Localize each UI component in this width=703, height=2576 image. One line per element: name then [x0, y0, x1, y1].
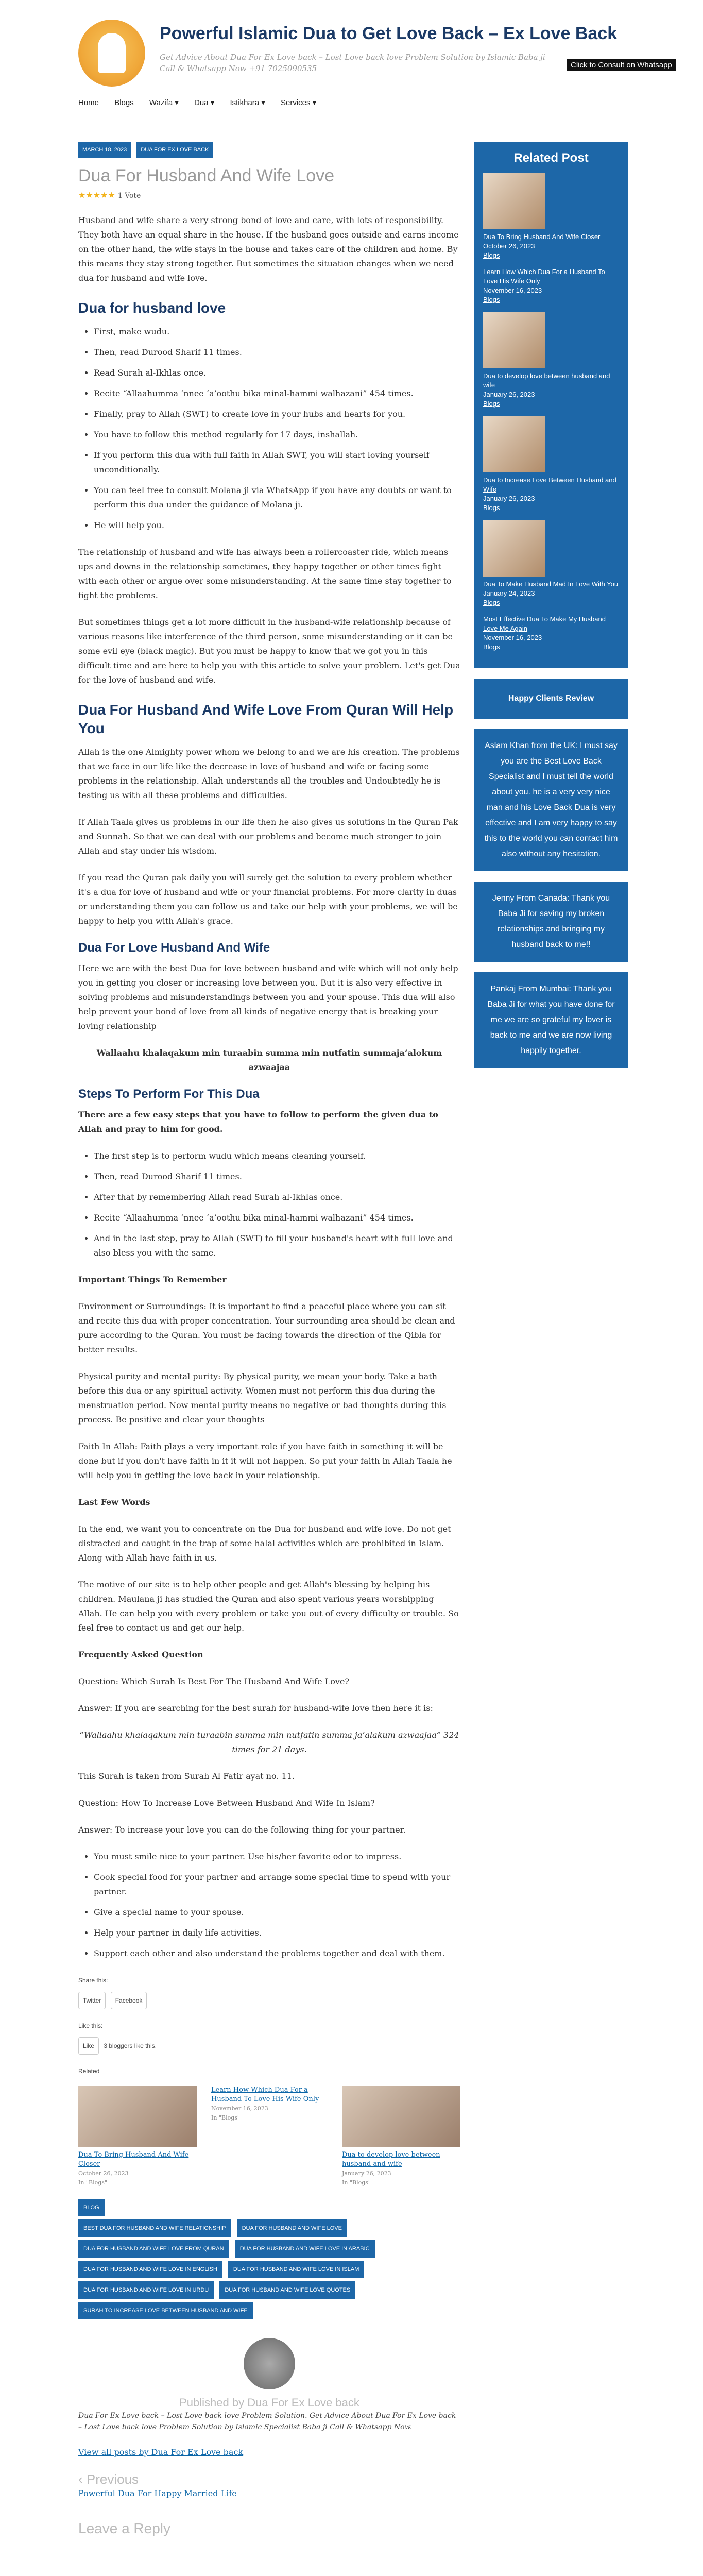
paragraph: The relationship of husband and wife has always been a rollercoaster ride, which means ups and downs in the relationship sometimes, they happy together or other times fight with each other or argue over some misunderstanding. At the same time stay together to fight the problems. — [78, 547, 452, 600]
related-thumbnail[interactable] — [342, 2086, 460, 2147]
leave-reply-heading: Leave a Reply — [78, 2520, 171, 2536]
list-item: • Then, read Durood Sharif 11 times. — [94, 345, 460, 360]
sidebar-post-category[interactable]: Blogs — [483, 599, 500, 606]
sidebar-post-date: January 24, 2023 — [483, 589, 535, 597]
paragraph: There are a few easy steps that you have to follow to perform the given dua to Allah and pray to him for good. — [78, 1110, 438, 1134]
paragraph: Physical purity and mental purity: By physical purity, we mean your body. Take a bath before this dua or any spiritual activity. Women must not perform this dua during the menstruation period. Now mental purity means no negative or bad thoughts during this process. Be positive and clear your thoughts — [78, 1371, 447, 1425]
tag-link[interactable]: DUA FOR HUSBAND AND WIFE LOVE QUOTES — [219, 2281, 355, 2299]
sidebar-post-category[interactable]: Blogs — [483, 504, 500, 512]
post-content — [78, 142, 460, 2536]
site-description: Get Advice About Dua For Ex Love back – Lost Love back love Problem Solution by Islamic Baba ji Call & Whatsapp Now +91 7025090535 — [160, 53, 545, 73]
nav-istikhara[interactable]: Istikhara ▾ — [230, 98, 265, 107]
sidebar-post-title[interactable]: Dua To Make Husband Mad In Love With You — [483, 580, 619, 588]
paragraph: Husband and wife share a very strong bond of love and care, with lots of responsibility. They both have an equal share in the house. If the husband goes outside and earns income on the other hand, the wife stays in the house and takes care of the children and home. By this means they stay strong together. But sometimes the situation changes when we need dua for husband and wife love. — [78, 215, 459, 283]
sidebar-post-date: November 16, 2023 — [483, 634, 542, 641]
list-item: • The first step is to perform wudu which means cleaning yourself. — [94, 1149, 460, 1163]
twitter-share-button[interactable]: Twitter — [78, 1992, 106, 2009]
list-item: • Help your partner in daily life activities. — [94, 1926, 460, 1940]
faq-question: Question: Which Surah Is Best For The Husband And Wife Love? — [78, 1676, 349, 1686]
previous-post-link[interactable]: Powerful Dua For Happy Married Life — [78, 2488, 237, 2498]
list-item: • Read Surah al-Ikhlas once. — [94, 366, 460, 380]
tips-list — [78, 1850, 460, 1961]
related-category: In "Blogs" — [342, 2179, 371, 2186]
list-item: • Support each other and also understand the problems together and deal with them. — [94, 1946, 460, 1961]
sidebar-post-category[interactable]: Blogs — [483, 296, 500, 303]
related-category: In "Blogs" — [211, 2114, 240, 2121]
post-date-badge[interactable]: MARCH 18, 2023 — [78, 142, 131, 158]
related-title[interactable]: Dua To Bring Husband And Wife Closer — [78, 2151, 189, 2168]
tag-link[interactable]: DUA FOR HUSBAND AND WIFE LOVE FROM QURAN — [78, 2240, 229, 2258]
list-item: • And in the last step, pray to Allah (SWT) to fill your husband's heart with full love and also bless you with the same. — [94, 1231, 460, 1260]
faq-answer: Answer: If you are searching for the best surah for husband-wife love then here it is: — [78, 1703, 433, 1713]
author-published-by: Published by Dua For Ex Love back — [179, 2396, 359, 2409]
sidebar-post-date: October 26, 2023 — [483, 242, 535, 250]
facebook-share-button[interactable]: Facebook — [111, 1992, 147, 2009]
sidebar-post[interactable] — [483, 520, 619, 607]
post-thumbnail[interactable] — [483, 520, 545, 577]
list-item: • If you perform this dua with full faith in Allah SWT, you will start loving yourself unconditionally. — [94, 448, 460, 477]
related-date: January 26, 2023 — [342, 2170, 391, 2177]
related-post-widget — [474, 142, 628, 668]
tag-link[interactable]: DUA FOR HUSBAND AND WIFE LOVE — [237, 2219, 347, 2237]
post-thumbnail[interactable] — [483, 312, 545, 368]
rating[interactable] — [78, 188, 460, 203]
sidebar-post-category[interactable]: Blogs — [483, 251, 500, 259]
related-item[interactable] — [78, 2086, 197, 2188]
paragraph: Faith In Allah: Faith plays a very important role if you have faith in something it will be done but if you don't have faith in it it will not happen. So put your faith in Allah Taala he will help you in getting the love back in your relationship. — [78, 1442, 452, 1480]
post-category-badge[interactable]: DUA FOR EX LOVE BACK — [136, 142, 213, 158]
list-item: • Recite “Allaahumma ‘nnee ‘a’oothu bika minal-hammi walhazani” 454 times. — [94, 386, 460, 401]
nav-dua[interactable]: Dua ▾ — [194, 98, 215, 107]
author-posts-link[interactable]: View all posts by Dua For Ex Love back — [78, 2447, 244, 2457]
list-item: • Recite “Allaahumma ‘nnee ‘a’oothu bika minal-hammi walhazani” 454 times. — [94, 1211, 460, 1225]
tag-link[interactable]: BLOG — [78, 2199, 105, 2216]
vote-count: 1 Vote — [117, 192, 141, 200]
list-item: • Give a special name to your spouse. — [94, 1905, 460, 1920]
testimonial: Pankaj From Mumbai: Thank you Baba Ji for what you have done for me we are so grateful my lover is back to me and we are now living happily together. — [474, 972, 628, 1068]
list-item: • You can feel free to consult Molana ji via WhatsApp if you have any doubts or want to perform this dua under the guidance of Molana ji. — [94, 483, 460, 512]
nav-blogs[interactable]: Blogs — [114, 98, 134, 107]
related-category: In "Blogs" — [78, 2179, 107, 2186]
sidebar-post[interactable] — [483, 416, 619, 513]
site-title[interactable]: Powerful Islamic Dua to Get Love Back – Ex Love Back — [160, 24, 618, 43]
arabic-dua: Wallaahu khalaqakum min turaabin summa min nutfatin summaja’alokum azwaajaa — [96, 1048, 442, 1072]
tag-link[interactable]: DUA FOR HUSBAND AND WIFE LOVE IN ARABIC — [235, 2240, 375, 2258]
section-heading: Steps To Perform For This Dua — [78, 1087, 260, 1101]
sidebar — [474, 142, 628, 1078]
testimonial: Aslam Khan from the UK: I must say you are the Best Love Back Specialist and I must tell the world about you. he is a very very nice man and his Love Back Dua is very effective and I am very happy to say this to the world you can contact him also without any hesitation. — [474, 729, 628, 871]
paragraph: In the end, we want you to concentrate on the Dua for husband and wife love. Do not get distracted and caught in the trap of some halal activities which are prohibited in Islam. Along with Allah have faith in us. — [78, 1524, 451, 1563]
list-item: • Cook special food for your partner and arrange some special time to spend with your partner. — [94, 1870, 460, 1899]
previous-label: ‹ Previous — [78, 2471, 139, 2487]
list-item: • After that by remembering Allah read Surah al-Ikhlas once. — [94, 1190, 460, 1205]
arabic-dua: “Wallaahu khalaqakum min turaabin summa min nutfatin summa ja’alakum azwaajaa” 324 times for 21 days. — [79, 1730, 459, 1754]
paragraph: Here we are with the best Dua for love between husband and wife which will not only help you in getting you closer or increasing love between you. But it is also very effective in solving problems and misunderstandings between you and your spouse. This dua will also help prevent your bond of love from all kinds of negative energy that is breaking your loving relationship — [78, 963, 458, 1031]
list-item: • Finally, pray to Allah (SWT) to create love in your hubs and hearts for you. — [94, 407, 460, 421]
tag-link[interactable]: DUA FOR HUSBAND AND WIFE LOVE IN ISLAM — [228, 2261, 365, 2278]
list-item: • You must smile nice to your partner. Use his/her favorite odor to impress. — [94, 1850, 460, 1864]
related-title[interactable]: Dua to develop love between husband and wife — [342, 2151, 440, 2168]
sidebar-post-category[interactable]: Blogs — [483, 643, 500, 651]
section-heading: Dua for husband love — [78, 300, 226, 316]
tag-link[interactable]: BEST DUA FOR HUSBAND AND WIFE RELATIONSHIP — [78, 2219, 231, 2237]
sidebar-post[interactable] — [483, 267, 619, 304]
paragraph: Allah is the one Almighty power whom we belong to and we are his creation. The problems that we face in our life like the decrease in love of husband and wife or facing some problems in the relationship. Allah understands all the troubles and Undoubtedly he is testing us with all these problems and difficulties. — [78, 747, 460, 800]
sidebar-post-title[interactable]: Dua to develop love between husband and wife — [483, 372, 610, 389]
sidebar-post-title[interactable]: Most Effective Dua To Make My Husband Love Me Again — [483, 615, 606, 632]
like-label: Like this: — [78, 2022, 103, 2029]
sidebar-post[interactable] — [483, 173, 619, 260]
nav-services[interactable]: Services ▾ — [281, 98, 317, 107]
sidebar-post-date: November 16, 2023 — [483, 286, 542, 294]
related-label: Related — [78, 2067, 100, 2075]
section-heading: Dua For Love Husband And Wife — [78, 941, 270, 955]
tag-list — [78, 2199, 460, 2323]
nav-home[interactable]: Home — [78, 98, 99, 107]
share-label: Share this: — [78, 1977, 108, 1984]
steps-list — [78, 325, 460, 533]
faq-question: Question: How To Increase Love Between Husband And Wife In Islam? — [78, 1798, 375, 1808]
author-bio: Dua For Ex Love back – Lost Love back love Problem Solution. Get Advice About Dua For Ex Love back – Lost Love back love Problem Solution by Islamic Specialist Baba ji Call & Whatsapp Now. — [78, 2412, 456, 2431]
like-button[interactable]: Like — [78, 2037, 99, 2055]
paragraph: The motive of our site is to help other people and get Allah's blessing by helping his children. Maulana ji has studied the Quran and also spent various years worshipping Allah. He can help you with every problem or take you out of every difficulty or trouble. So feel free to contact us and get our help. — [78, 1580, 459, 1633]
consult-whatsapp-button[interactable]: Click to Consult on Whatsapp — [567, 59, 676, 71]
happy-clients-widget: Happy Clients Review — [474, 679, 628, 719]
author-avatar — [244, 2338, 295, 2389]
subheading: Last Few Words — [78, 1497, 150, 1507]
paragraph: If you read the Quran pak daily you will surely get the solution to every problem whether it's a dua for love of husband and wife or your financial problems. For more clarity in duas or understanding them you can follow us and take our help with your problems, we will be happy to help you with Allah's grace. — [78, 873, 458, 926]
paragraph: This Surah is taken from Surah Al Fatir ayat no. 11. — [78, 1771, 295, 1781]
post-thumbnail[interactable] — [483, 416, 545, 472]
related-item[interactable] — [342, 2086, 460, 2188]
faq-answer: Answer: To increase your love you can do the following thing for your partner. — [78, 1825, 406, 1835]
sidebar-post-title[interactable]: Dua To Bring Husband And Wife Closer — [483, 233, 601, 241]
share-section — [78, 1973, 460, 2078]
sidebar-post-category[interactable]: Blogs — [483, 400, 500, 408]
related-title[interactable]: Learn How Which Dua For a Husband To Love His Wife Only — [211, 2086, 319, 2103]
paragraph: But sometimes things get a lot more difficult in the husband-wife relationship because of various reasons like interference of the third person, some misunderstanding or it can be some evil eye (black magic). But you must be happy to know that we got you in this difficult time and are here to help you with this article to solve your problem. Let's get Dua for the love of husband and wife. — [78, 617, 460, 685]
likes-count: 3 bloggers like this. — [104, 2042, 157, 2049]
widget-title: Related Post — [513, 151, 589, 165]
tag-link[interactable]: DUA FOR HUSBAND AND WIFE LOVE IN ENGLISH — [78, 2261, 222, 2278]
paragraph: If Allah Taala gives us problems in our life then he also gives us solutions in the Quran Pak and Sunnah. So that we can deal with our problems and become much stronger to join Allah and stay under his wisdom. — [78, 817, 458, 856]
post-title: Dua For Husband And Wife Love — [78, 166, 335, 185]
list-item: • First, make wudu. — [94, 325, 460, 339]
sidebar-post-date: January 26, 2023 — [483, 495, 535, 502]
list-item: • You have to follow this method regularly for 17 days, inshallah. — [94, 428, 460, 442]
steps-list — [78, 1149, 460, 1260]
related-item[interactable] — [211, 2086, 328, 2188]
sidebar-post[interactable] — [483, 312, 619, 409]
post-thumbnail[interactable] — [483, 173, 545, 229]
section-heading: Dua For Husband And Wife Love From Quran Will Help You — [78, 702, 454, 736]
paragraph: Environment or Surroundings: It is important to find a peaceful place where you can sit and recite this dua with proper concentration. Your surrounding area should be clean and pure according to the Quran. You must be facing towards the direction of the Qibla for better results. — [78, 1301, 455, 1354]
subheading: Important Things To Remember — [78, 1275, 227, 1284]
site-header — [0, 0, 703, 93]
related-posts — [78, 2086, 460, 2188]
sidebar-post-title[interactable]: Learn How Which Dua For a Husband To Love His Wife Only — [483, 268, 605, 285]
logo-figure-icon — [98, 33, 126, 73]
list-item: • Then, read Durood Sharif 11 times. — [94, 1170, 460, 1184]
star-rating-icon[interactable]: ★★★★★ — [78, 190, 115, 200]
list-item: • He will help you. — [94, 518, 460, 533]
related-date: November 16, 2023 — [211, 2105, 268, 2112]
testimonial: Jenny From Canada: Thank you Baba Ji for saving my broken relationships and bringing my husband back to me!! — [474, 882, 628, 962]
post-navigation — [78, 2472, 460, 2501]
tag-link[interactable]: DUA FOR HUSBAND AND WIFE LOVE IN URDU — [78, 2281, 214, 2299]
related-date: October 26, 2023 — [78, 2170, 129, 2177]
sidebar-post-date: January 26, 2023 — [483, 391, 535, 398]
sidebar-post-title[interactable]: Dua to Increase Love Between Husband and Wife — [483, 476, 616, 493]
post-meta — [78, 142, 460, 158]
author-box — [78, 2338, 460, 2460]
tag-link[interactable]: SURAH TO INCREASE LOVE BETWEEN HUSBAND AND WIFE — [78, 2302, 253, 2319]
related-thumbnail[interactable] — [78, 2086, 197, 2147]
sidebar-post[interactable] — [483, 615, 619, 652]
nav-wazifa[interactable]: Wazifa ▾ — [149, 98, 179, 107]
subheading: Frequently Asked Question — [78, 1650, 203, 1659]
site-logo[interactable] — [78, 20, 145, 87]
main-nav — [78, 98, 330, 118]
